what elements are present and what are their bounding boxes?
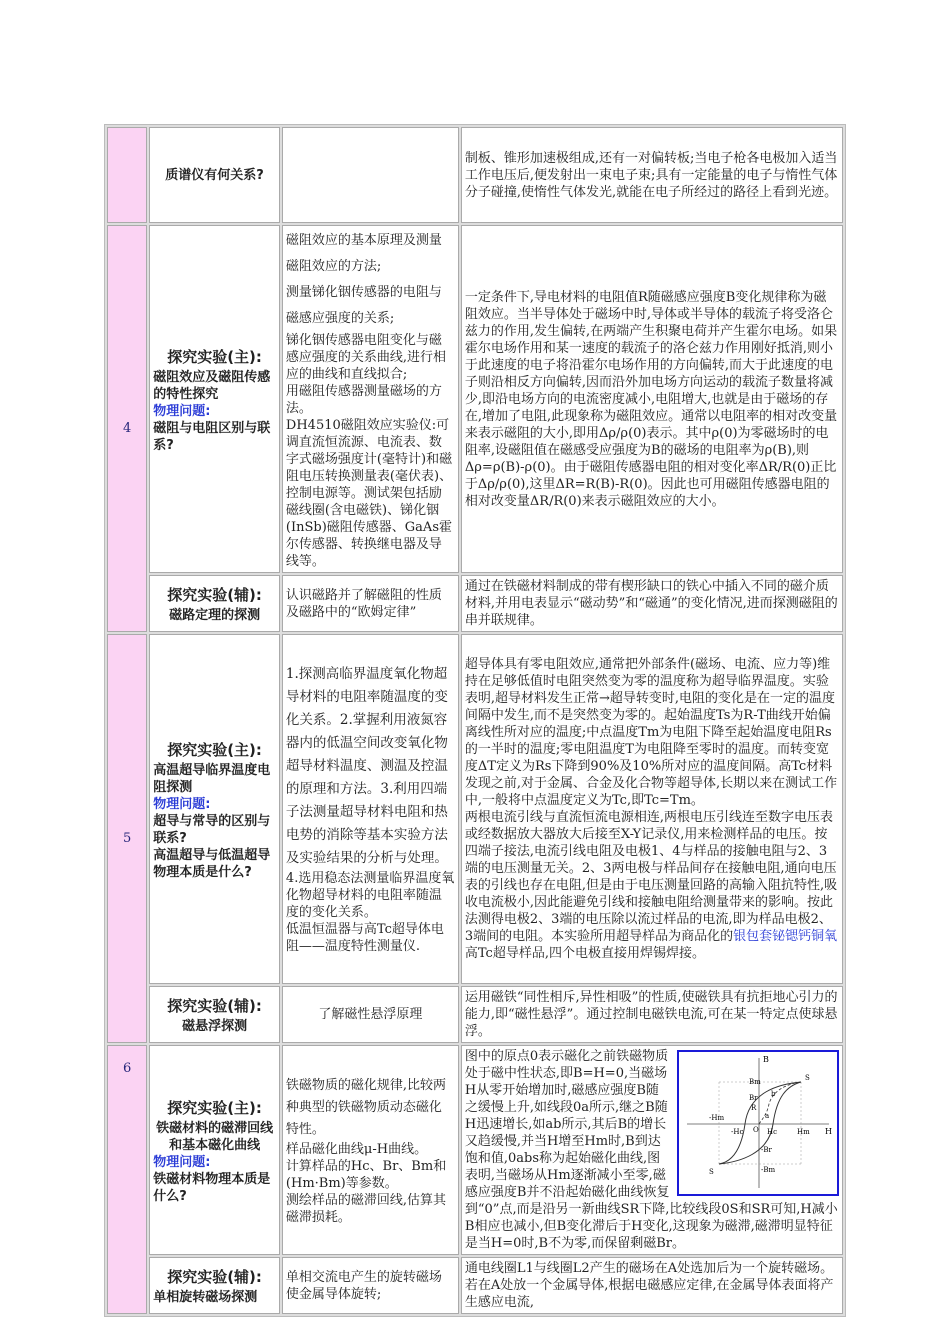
- table-row: [107, 127, 843, 223]
- problem-text: 铁磁材料物理本质是什么?: [153, 1171, 271, 1204]
- problem-label: 物理问题:: [153, 1154, 211, 1170]
- problem-label: 物理问题:: [153, 403, 211, 419]
- label-a: a: [765, 1112, 770, 1120]
- row-number: 5: [107, 634, 147, 1043]
- method-cell: 单相交流电产生的旋转磁场使金属导体旋转;: [282, 1257, 459, 1314]
- label-bm: Bm: [749, 1078, 761, 1086]
- main-heading: 探究实验(主):: [167, 1098, 262, 1117]
- method-text: 测量锑化铟传感器的电阻与磁感应强度的关系;: [285, 285, 442, 326]
- table-row: [107, 634, 843, 984]
- aux-heading: 探究实验(辅):: [167, 997, 262, 1015]
- principle-cell: [461, 634, 843, 984]
- method-text: 铁磁物质的磁化规律,比较两种典型的铁磁物质动态磁化特性。: [285, 1077, 447, 1137]
- label-h: H: [825, 1127, 832, 1136]
- material-link: 银包套铋锶钙铜氧: [733, 929, 838, 944]
- method-text: 4.选用稳态法测量临界温度氧化物超导材料的电阻率随温度的变化关系。: [285, 871, 455, 920]
- main-title: 磁阻效应及磁阻传感的特性探究: [153, 369, 271, 402]
- method-text: 样品磁化曲线μ-H曲线。: [285, 1141, 428, 1157]
- aux-title: 磁悬浮探测: [182, 1019, 248, 1034]
- label-b-point: b: [771, 1090, 776, 1098]
- label-hm: Hm: [797, 1128, 810, 1136]
- question-cell: [149, 986, 280, 1043]
- question-cell: [149, 225, 280, 573]
- principle-text: 图中的原点0表示磁化之前铁磁物质处于磁中性状态,即B=H=0,当磁场H从零开始增加时,磁感应强度B随之缓慢上升,如线段0a所示,继之B随H迅速增长,如ab所示,其后B的增长又趋缓慢,并当H增至Hm时,B到达饱和值,0abs称为起始磁化曲线,图表明,当磁场从Hm逐渐减小至零,磁感应强度B并不沿起始磁化曲线恢复到“0”点,而是沿另一新曲线SR下降,比较线段0S和SR可知,H减小B相应也减小,但B变化滞后于H变化,这现象为磁滞,磁滞明显特征是当H=0时,B不为零,而保留剩磁Br。: [464, 1049, 838, 1251]
- method-text: 测绘样品的磁滞回线,估算其磁滞损耗。: [285, 1192, 447, 1225]
- label-neg-br: -Br: [761, 1146, 772, 1154]
- question-cell: [149, 575, 280, 632]
- method-cell: 认识磁路并了解磁阻的性质及磁路中的“欧姆定律”: [282, 575, 459, 632]
- method-cell: [282, 225, 459, 573]
- row-number-cell: [107, 127, 147, 223]
- label-origin: O: [753, 1126, 759, 1134]
- label-neg-hc: -Hc: [731, 1128, 744, 1136]
- question-cell: [149, 127, 280, 223]
- label-neg-bm: -Bm: [761, 1166, 776, 1174]
- question-cell: [149, 634, 280, 984]
- row-number: 4: [107, 225, 147, 632]
- aux-heading: 探究实验(辅):: [167, 1268, 262, 1286]
- principle-cell: 通过在铁磁材料制成的带有楔形缺口的铁心中插入不同的磁介质材料,并用电表显示“磁动势”和“磁通”的变化情况,进而探测磁阻的串并联规律。: [461, 575, 843, 632]
- table-row: [107, 1045, 843, 1255]
- question-title: 质谱仪有何关系?: [165, 167, 264, 183]
- table-row: [107, 575, 843, 632]
- experiment-table: [104, 124, 846, 1317]
- main-heading: 探究实验(主):: [167, 740, 262, 759]
- principle-cell: [461, 1045, 843, 1255]
- method-cell: [282, 634, 459, 984]
- method-cell: [282, 127, 459, 223]
- principle-cell: 一定条件下,导电材料的电阻值R随磁感应强度B变化规律称为磁阻效应。当半导体处于磁场中时,导体或半导体的载流子将受洛仑兹力的作用,发生偏转,在两端产生积聚电荷并产生霍尔电场。如果霍尔电场作用和某一速度的载流子的洛仑兹力作用刚好抵消,则小于此速度的电子将沿霍尔电场作用的方向偏转,而大于此速度的电子则沿相反方向偏转,因而沿外加电场方向运动的载流子数量将减少,即沿电场方向的电流密度减小,电阻增大,也就是由于磁场的存在,增加了电阻,此现象称为磁阻效应。通常以电阻率的相对改变量来表示磁阻的大小,即用Δρ/ρ(0)表示。其中ρ(0)为零磁场时的电阻率,设磁阻值在磁感受应强度为B的磁场的电阻率为ρ(B),则Δρ=ρ(B)-ρ(0)。由于磁阻传感器电阻的相对变化率ΔR/R(0)正比于Δρ/ρ(0),这里ΔR=R(B)-R(0)。因此也可用磁阻传感器电阻的相对改变量ΔR/R(0)来表示磁阻效应的大小。: [461, 225, 843, 573]
- principle-cell: 通电线圈L1与线圈L2产生的磁场在A处选加后为一个旋转磁场。若在A处放一个金属导体,根据电磁感应定律,在金属导体表面将产生感应电流,: [461, 1257, 843, 1314]
- problem-text: 磁阻与电阻区别与联系?: [153, 420, 271, 453]
- label-s2: S: [709, 1168, 714, 1176]
- label-neg-hm: -Hm: [709, 1114, 725, 1122]
- aux-title: 单相旋转磁场探测: [153, 1290, 258, 1305]
- table-row: [107, 986, 843, 1043]
- problem-text: 超导与常导的区别与联系?: [153, 813, 271, 846]
- method-text: 用磁阻传感器测量磁场的方法。: [285, 384, 442, 416]
- method-text: 1.探测高临界温度氧化物超导材料的电阻率随温度的变化关系。2.掌握利用液氮容器内的低温空间改变氧化物超导材料温度、测温及控温的原理和方法。3.利用四端子法测量超导材料电阻和热电势的消除等基本实验方法及实验结果的分析与处理。: [285, 666, 448, 866]
- method-text: 磁阻效应的基本原理及测量磁阻效应的方法;: [285, 233, 442, 274]
- principle-text: 超导体具有零电阻效应,通常把外部条件(磁场、电流、应力等)维持在足够低值时电阻突然变为零的温度称为超导临界温度。实验表明,超导材料发生正常→超导转变时,电阻的变化是在一定的温度间隔中发生,而不是突然变为零的。起始温度Ts为R-T曲线开始偏离线性所对应的温度;中点温度Tm为电阻下降至起始温度电阻Rs的一半时的温度;零电阻温度T为电阻降至零时的温度。而转变宽度ΔT定义为Rs下降到90%及10%所对应的温度间隔。高Tc材料发现之前,对于金属、合金及化合物等超导体,长期以来在测试工作中,一般将中点温度定义为Tc,即Tc=Tm。: [464, 657, 838, 808]
- table-row: [107, 225, 843, 573]
- method-text: DH4510磁阻效应实验仪:可调直流恒流源、电流表、数字式磁场强度计(毫特计)和磁阻电压转换测量表(毫伏表)、控制电源等。测试架包括励磁线圈(含电磁铁)、锑化铟(InSb)磁阻传感器、GaAs霍尔传感器、转换继电器及导线等。: [285, 418, 453, 569]
- aux-title: 磁路定理的探测: [169, 608, 261, 623]
- main-heading: 探究实验(主):: [167, 347, 262, 366]
- question-cell: [149, 1257, 280, 1314]
- problem-text: 高温超导与低温超导物理本质是什么?: [153, 847, 271, 880]
- label-r: R: [751, 1104, 757, 1112]
- table-row: [107, 1257, 843, 1314]
- label-br: Br: [749, 1094, 758, 1102]
- principle-cell: 运用磁铁“同性相斥,异性相吸”的性质,使磁铁具有抗拒地心引力的能力,即“磁性悬浮”。通过控制电磁铁电流,可在某一特定点使球悬浮。: [461, 986, 843, 1043]
- label-hc: Hc: [767, 1128, 778, 1136]
- main-title: 铁磁材料的磁滞回线和基本磁化曲线: [156, 1120, 274, 1153]
- problem-label: 物理问题:: [153, 796, 211, 812]
- method-text: 计算样品的Hc、Br、Bm和(Hm·Bm)等参数。: [285, 1158, 447, 1191]
- principle-text: 两根电流引线与直流恒流电源相连,两根电压引线连至数字电压表或经数据放大器放大后接至X-Y记录仪,用来检测样品的电压。按四端子接法,电流引线电阻及电极1、4与样品的接触电阻与2、3端的电压测量无关。2、3两电极与样品间存在接触电阻,通向电压表的引线也存在电阻,但是由于电压测量回路的高输入阻抗特性,吸收电流极小,因此能避免引线和接触电阻给测量带来的影响。按此法测得电极2、3端的电压除以流过样品的电流,即为样品电极2、3端间的电阻。本实验所用超导样品为商品化的银包套铋锶钙铜氧高Tc超导样品,四个电极直接用焊锡焊接。: [464, 810, 838, 961]
- aux-heading: 探究实验(辅):: [167, 586, 262, 604]
- question-cell: [149, 1045, 280, 1255]
- label-b: B: [763, 1055, 769, 1064]
- method-text: 锑化铟传感器电阻变化与磁感应强度的关系曲线,进行相应的曲线和直线拟合;: [285, 333, 447, 382]
- label-s: S: [805, 1074, 810, 1082]
- main-title: 高温超导临界温度电阻探测: [153, 762, 271, 795]
- method-cell: [282, 1045, 459, 1255]
- row-number: 6: [107, 1045, 147, 1314]
- principle-cell: 制板、锥形加速极组成,还有一对偏转板;当电子枪各电极加入适当工作电压后,便发射出一束电子束;具有一定能量的电子与惰性气体分子碰撞,使惰性气体发光,就能在电子所经过的路径上看到光迹。: [461, 127, 843, 223]
- hysteresis-loop-graph: [677, 1050, 839, 1196]
- method-cell: 了解磁性悬浮原理: [282, 986, 459, 1043]
- method-text: 低温恒温器与高Tc超导体电阻——温度特性测量仪.: [285, 922, 444, 954]
